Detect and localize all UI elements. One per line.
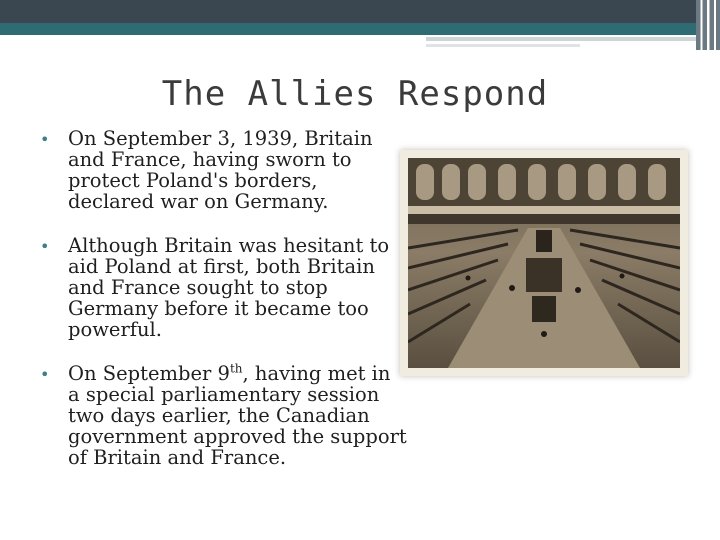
bullet-dot-icon: • xyxy=(40,365,50,384)
bullet-dot-icon: • xyxy=(40,130,50,149)
bullet-item xyxy=(38,128,408,212)
ordinal-suffix: th xyxy=(229,361,243,376)
bullet-text: On September 3, 1939, Britain and France, having sworn to protect Poland's borders, declared war on Germany. xyxy=(68,127,373,213)
header-corner-pattern xyxy=(696,0,720,50)
bullet-dot-icon: • xyxy=(40,237,50,256)
slide-title: The Allies Respond xyxy=(161,74,549,114)
bullet-item xyxy=(38,235,408,340)
bullet-text-start: On September 9 xyxy=(68,362,230,385)
bullet-list xyxy=(38,128,408,491)
bullet-item xyxy=(38,363,408,468)
parliament-chamber-photo-icon xyxy=(408,158,680,368)
bullet-text-end: , having met in a special parliamentary session two days earlier, the Canadian government approved the support of Britain and France. xyxy=(68,362,407,469)
header-band-dark xyxy=(0,0,696,23)
header-band-teal xyxy=(0,23,696,35)
header-accent-line-short xyxy=(426,44,580,47)
header-accent-line xyxy=(426,37,696,41)
photo-frame xyxy=(400,150,688,376)
bullet-text: Although Britain was hesitant to aid Poland at first, both Britain and France sought to stop Germany before it became too powerful. xyxy=(68,234,390,341)
